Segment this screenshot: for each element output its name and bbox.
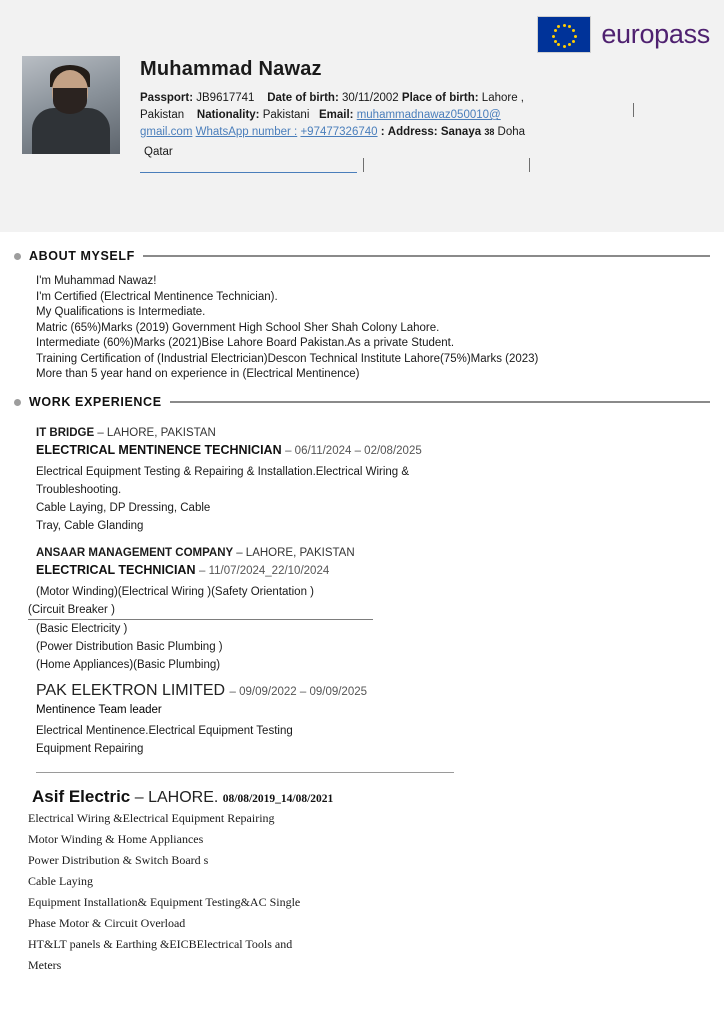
work-heading [14,395,710,409]
divider-mark-2 [363,158,364,172]
job-line: (Basic Electricity ) [36,623,128,635]
job-line: Electrical Equipment Testing & Repairing & Installation.Electrical Wiring & [36,466,410,478]
about-line: More than 5 year hand on experience in (Electrical Mentinence) [36,368,360,380]
job-line: (Home Appliances)(Basic Plumbing) [36,659,221,671]
address-city: Doha [497,126,526,138]
job-line: Electrical Mentinence.Electrical Equipment Testing [36,725,293,737]
job-line: Equipment Repairing [36,743,144,755]
role-title: ELECTRICAL TECHNICIAN [36,563,196,577]
dob-label: Date of birth: [267,92,339,104]
job-body [28,583,710,674]
email-label: Email: [318,109,354,121]
about-title: ABOUT MYSELF [29,249,135,263]
email-link-part2[interactable]: gmail.com [140,126,193,138]
role-dates: 08/08/2019_14/08/2021 [222,793,334,805]
dob-value: 30/11/2002 [342,92,399,104]
about-section [14,249,710,383]
job-body [36,722,710,758]
europass-logo [537,16,710,53]
employer-name: ANSAAR MANAGEMENT COMPANY [36,547,233,559]
europass-wordmark: europass [601,19,710,49]
heading-rule [143,255,710,257]
work-item [28,787,710,976]
employer-line [36,547,710,559]
nationality-label: Nationality: [196,109,260,121]
passport-value: JB9617741 [196,92,255,104]
job-line: (Motor Winding)(Electrical Wiring )(Safety Orientation ) [36,586,314,598]
page-title: Muhammad Nawaz [140,58,322,80]
address-number: 38 [484,127,495,137]
job-line: Motor Winding & Home Appliances [28,832,204,846]
bullet-icon [14,399,21,406]
email-link-part1[interactable]: muhammadnawaz050010@ [356,109,501,121]
employer-location: – LAHORE, PAKISTAN [97,427,216,439]
divider-mark-3 [529,158,530,172]
about-line: I'm Muhammad Nawaz! [36,275,157,287]
profile-photo [22,56,120,154]
role-line [36,563,710,577]
job-line: (Power Distribution Basic Plumbing ) [36,641,223,653]
passport-label: Passport: [140,92,194,104]
role-dates: – 09/09/2022 – 09/09/2025 [229,686,368,698]
job-body [36,463,710,535]
role-dates: – 06/11/2024 – 02/08/2025 [285,445,422,457]
about-line: My Qualifications is Intermediate. [36,306,206,318]
pob-label: Place of birth: [401,92,479,104]
role-dates: – 11/07/2024_22/10/2024 [198,565,330,577]
role-title: ELECTRICAL MENTINENCE TECHNICIAN [36,443,282,457]
employer-line [36,682,710,700]
job-line: (Circuit Breaker ) [28,604,115,616]
heading-rule [170,401,710,403]
job-line: Meters [28,958,62,972]
job-line: HT&LT panels & Earthing &EICBElectrical Tools and [28,937,293,951]
employer-name: IT BRIDGE [36,427,95,439]
job-line: Equipment Installation& Equipment Testing&AC Single [28,895,301,909]
work-section [14,395,710,976]
about-line: I'm Certified (Electrical Mentinence Technician). [36,290,278,303]
work-item [36,427,710,535]
header-underline [140,172,357,173]
job-line: Electrical Wiring &Electrical Equipment Repairing [28,811,275,825]
role-line [36,443,710,457]
about-line: Intermediate (60%)Marks (2021)Bise Lahore Board Pakistan.As a private Student. [36,337,455,349]
job-line: Troubleshooting. [36,484,122,496]
about-line: Training Certification of (Industrial Electrician)Descon Technical Institute Lahore(75%)Marks (2023) [36,352,539,365]
about-body [36,274,710,383]
divider-mark-1 [633,103,634,117]
country-value: Pakistan [140,109,185,121]
role-title: Mentinence Team leader [36,704,162,716]
job-line: Power Distribution & Switch Board s [28,853,209,867]
employer-line [36,427,710,439]
work-item [36,682,710,773]
employer-name: PAK ELEKTRON LIMITED [36,682,226,699]
work-item [28,547,710,674]
address-street: Sanaya [440,126,482,138]
eu-flag-icon [537,16,591,53]
job-body [28,808,710,976]
job-line: Cable Laying [28,874,93,888]
job-rule [36,772,454,773]
employer-location: – LAHORE, PAKISTAN [236,547,355,559]
whatsapp-number[interactable]: +97477326740 [300,126,378,138]
pob-value: Lahore , [481,92,524,104]
work-title: WORK EXPERIENCE [29,395,162,409]
personal-details [140,90,610,141]
about-heading [14,249,710,263]
job-line: Phase Motor & Circuit Overload [28,916,186,930]
job-line: Tray, Cable Glanding [36,520,144,532]
colon-separator: : [380,126,385,138]
address-country: Qatar [144,146,173,158]
bullet-icon [14,253,21,260]
nationality-value: Pakistani [262,109,310,121]
about-line: Matric (65%)Marks (2019) Government High School Sher Shah Colony Lahore. [36,321,440,334]
employer-name: Asif Electric [32,787,131,806]
employer-location: – LAHORE. [134,789,219,806]
address-label: Address: [387,126,438,138]
whatsapp-label: WhatsApp number : [195,126,298,138]
job-line: Cable Laying, DP Dressing, Cable [36,502,211,514]
employer-line [32,787,710,807]
